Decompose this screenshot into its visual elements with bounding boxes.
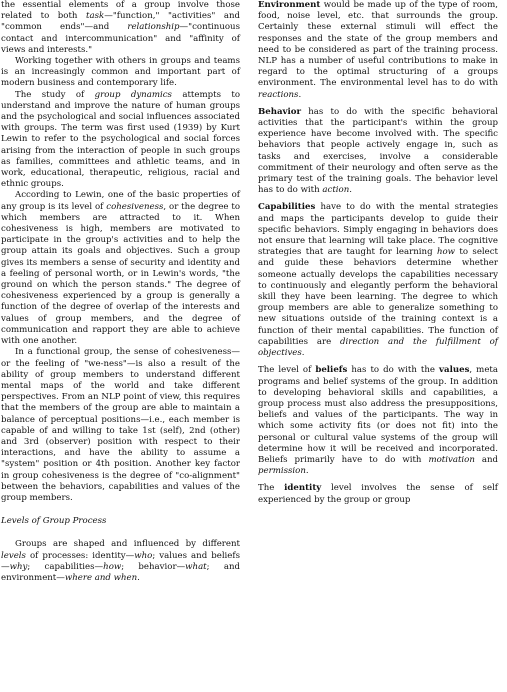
group-dynamics-paragraph — [1, 90, 240, 191]
how-term: how — [103, 561, 122, 572]
functional-group-paragraph: In a functional group, the sense of cohesiveness—or the feeling of "we-ness"—is also a result of the ability of group members to understand different mental maps of the world and take different perspectives. From an NLP point of view, this requires that the members of the group are able to maintain a balance of perceptual positions—i.e., each member is capable of and willing to take 1st (self), 2nd (other) and 3rd (observer) position with respect to their interactions, and have the ability to assume a "system" position or 4th position. Another key factor in group cohesiveness is the degree of "co-alignment" between the behaviors, capabilities and values of the group members. — [1, 347, 240, 503]
section-subheading: Levels of Group Process — [1, 516, 107, 527]
text-span: —"continuous contact and intercommunication" and "affinity of views and interests." — [1, 22, 240, 55]
text-span: , meta programs and belief systems of the group. In addition to developing behavioral skills and capabilities, a group process must also address the presuppositions, beliefs and values of the participants. The way in which some activity fits (or does not fit) into the personal or cultural value systems of the group will determine how it will be received and incorporated. Beliefs primarily have to do with — [258, 365, 498, 465]
behavior-paragraph — [258, 107, 498, 197]
environment-paragraph — [258, 0, 498, 101]
group-dynamics-term: group dynamics — [94, 89, 172, 100]
text-span: According to Lewin, one of the basic properties of any group is its level of — [1, 190, 240, 212]
behavior-term: Behavior — [258, 106, 302, 117]
beliefs-term: beliefs — [315, 365, 348, 376]
teams-paragraph: Working together with others in groups and teams is an increasingly common and important part of modern business and contemporary life. — [1, 56, 240, 89]
text-span: . — [305, 466, 309, 477]
what-term: what — [185, 561, 207, 572]
text-span: and — [474, 454, 498, 465]
motivation-term: motivation — [428, 454, 475, 465]
capabilities-term: Capabilities — [258, 202, 316, 213]
who-term: who — [134, 550, 153, 561]
relationship-term: relationship — [127, 22, 180, 33]
text-span: —"function," "activities" and "common ends"—and — [1, 11, 240, 33]
environment-term: Environment — [258, 0, 321, 10]
text-span: level involves the sense of self experienced by the group or group — [258, 483, 498, 505]
why-term: why — [9, 561, 28, 572]
text-span: ; capabilities— — [27, 561, 104, 572]
text-span: . — [298, 89, 302, 100]
intro-paragraph — [1, 0, 240, 56]
cohesiveness-term: cohesiveness — [106, 201, 164, 212]
direction-term: direction and the fulfillment of objectives — [258, 336, 498, 359]
text-span: of processes: identity— — [25, 550, 135, 561]
text-span: have to do with the mental strategies and maps the participants develop to guide their specific behaviors. Simply engaging in behaviors does not ensure that learning will take place. The cognitive strategies that are taught for learning — [258, 202, 498, 258]
action-term: action — [322, 185, 350, 196]
values-term: values — [439, 365, 470, 376]
left-column — [1, 0, 240, 584]
text-span: The — [258, 483, 285, 494]
text-span: ; values and beliefs— — [1, 550, 240, 572]
identity-paragraph — [258, 483, 498, 505]
levels-term: levels — [1, 550, 26, 561]
levels-paragraph — [1, 539, 240, 584]
where-when-term: where and when — [64, 572, 138, 583]
capabilities-paragraph — [258, 202, 498, 359]
how-term: how — [436, 247, 456, 258]
reactions-term: reactions — [258, 89, 299, 100]
text-span: . — [301, 348, 305, 359]
text-span: has to do with the — [347, 365, 440, 376]
text-span: would be made up of the type of room, food, noise level, etc. that surrounds the group. Certainly these external stimuli will effect the responses and the state of the group members and need to be considered as part of the training process. NLP has a number of useful contributions to make in regard to the optimal structuring of a groups environment. The environmental level has to do with — [258, 0, 498, 89]
right-column — [258, 0, 498, 506]
text-span: . — [137, 572, 140, 583]
text-span: the essential elements of a group involve those related to both — [1, 0, 240, 22]
text-span: , or the degree to which members are attracted to it. When cohesiveness is high, members are motivated to participate in the group's activities and to help the group attain its goals and objectives. Such a group gives its members a sense of security and identity and a feeling of personal worth, or in Lewin's words, "the ground on which the person stands." The degree of cohesiveness experienced by a group is generally a function of the degree of overlap of the interests and values of group members, and the degree of communication and rapport they are able to achieve with one another. — [1, 201, 240, 347]
text-span: ; and environment— — [1, 561, 241, 583]
task-term: task — [86, 11, 105, 22]
text-span: The level of — [258, 365, 316, 376]
text-span: attempts to understand and improve the nature of human groups and the psychological and social influences associated with groups. The term was first used (1939) by Kurt Lewin to refer to the psychological and social forces arising from the interaction of people in such groups as families, committees and athletic teams, and in work, educational, therapeutic, religious, racial and ethnic groups. — [1, 89, 240, 190]
beliefs-paragraph — [258, 365, 498, 477]
text-span: has to do with the specific behavioral activities that the participant's within the group experience have become involved with. The specific behaviors that people actively engage in, such as tasks and exercises, involve a considerable commitment of their neurology and often serve as the primary test of the training goals. The behavior level has to do with — [258, 106, 498, 196]
text-span: The study of — [15, 89, 95, 100]
text-span: Groups are shaped and influenced by different — [15, 539, 240, 550]
text-span: to select and guide these behaviors determine whether someone actually develops the capabilities necessary to continuously and elegantly perform the behavioral skill they have been learning. The degree to which group members are able to generalize something to new situations outside of the training context is a function of their mental capabilities. The function of capabilities are — [258, 247, 498, 347]
text-span: ; behavior— — [121, 561, 186, 572]
permission-term: permission — [258, 466, 306, 477]
text-span: . — [349, 185, 352, 196]
cohesiveness-paragraph — [1, 190, 240, 347]
identity-term: identity — [284, 483, 322, 494]
